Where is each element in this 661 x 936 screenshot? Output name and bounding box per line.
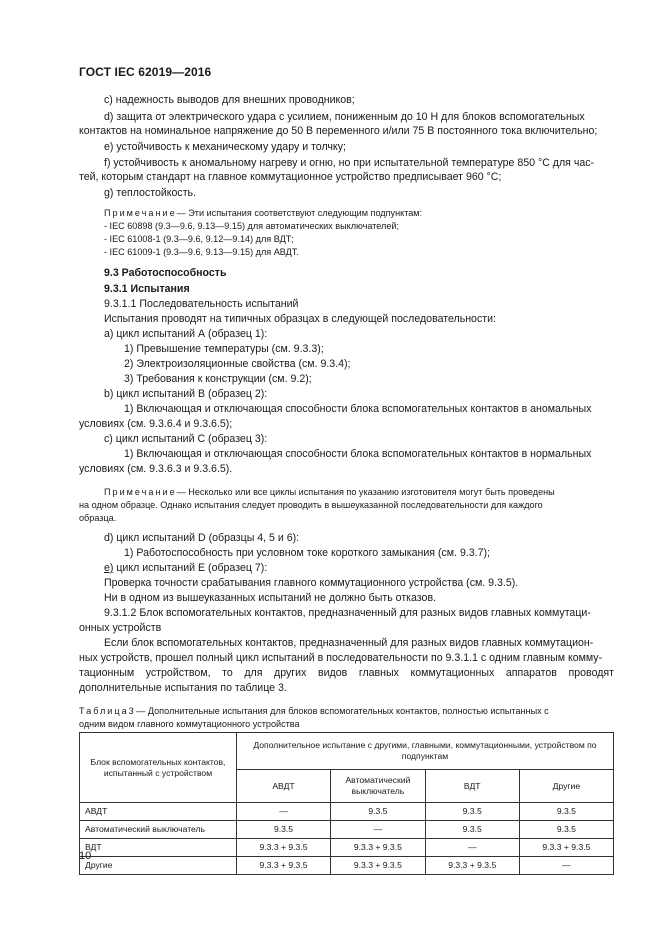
section-9-3-1-2-heading-line1: 9.3.1.2 Блок вспомогательных контактов, предназначенный для разных видов главных коммутаци- <box>104 607 591 619</box>
row-label: Автоматический выключатель <box>80 821 237 839</box>
test-cycle-c: c) цикл испытаний С (образец 3): <box>104 433 268 445</box>
test-item: 1) Включающая и отключающая способности блока вспомогательных контактов в нормальных <box>124 448 592 460</box>
table-cell: — <box>236 803 330 821</box>
test-item: 1) Работоспособность при условном токе короткого замыкания (см. 9.3.7); <box>124 547 490 559</box>
column-header: ВДТ <box>425 770 519 803</box>
table-row <box>80 803 614 821</box>
test-cycle-b: b) цикл испытаний В (образец 2): <box>104 388 268 400</box>
note2-line3: образца. <box>79 513 117 523</box>
document-header: ГОСТ IEC 62019—2016 <box>79 65 212 79</box>
test-item: 1) Включающая и отключающая способности блока вспомогательных контактов в аномальных <box>124 403 592 415</box>
table3-caption-line1 <box>79 705 549 717</box>
table-cell: — <box>331 821 426 839</box>
test-item-continued: условиях (см. 9.3.6.4 и 9.3.6.5); <box>79 418 233 430</box>
note2-text: — Несколько или все циклы испытания по указанию изготовителя могут быть проведены <box>176 487 555 497</box>
table-cell: 9.3.3 + 9.3.5 <box>331 839 426 857</box>
table3-caption-line2: одним видом главного коммутационного устройства <box>79 719 300 729</box>
test-item: 2) Электроизоляционные свойства (см. 9.3.4); <box>124 358 351 370</box>
table3-caption-text: 3 — Дополнительные испытания для блоков вспомогательных контактов, полностью испытанных с <box>128 706 549 716</box>
paragraph: Проверка точности срабатывания главного коммутационного устройства (см. 9.3.5). <box>104 577 519 589</box>
table-cell: 9.3.5 <box>425 821 519 839</box>
table-cell: 9.3.3 + 9.3.5 <box>236 839 330 857</box>
table-row <box>80 821 614 839</box>
list-item-c: c) надежность выводов для внешних проводников; <box>104 94 355 106</box>
note1-item: - IEC 61008-1 (9.3—9.6, 9.12—9.14) для ВДТ; <box>104 234 294 244</box>
section-9-3-heading: 9.3 Работоспособность <box>104 267 227 279</box>
note1-item: - IEC 61009-1 (9.3—9.6, 9.13—9.15) для АВДТ. <box>104 247 299 257</box>
list-item-e: e) устойчивость к механическому удару и толчку; <box>104 141 346 153</box>
test-cycle-e-letter: е) <box>104 562 114 574</box>
table3-label: Таблица <box>79 706 129 716</box>
row-label: АВДТ <box>80 803 237 821</box>
list-item-f-line1: f) устойчивость к аномальному нагреву и огню, но при испытательной температуре 850 °С для час- <box>104 157 595 169</box>
note2-line2: на одном образце. Однако испытания следует проводить в вышеуказанной последовательности для каждого <box>79 500 543 510</box>
row-label: ВДТ <box>80 839 237 857</box>
note1-item: - IEC 60898 (9.3—9.6, 9.13—9.15) для автоматических выключателей; <box>104 221 400 231</box>
test-cycle-a: a) цикл испытаний А (образец 1): <box>104 328 268 340</box>
row-label: Другие <box>80 857 237 875</box>
table-cell: 9.3.5 <box>519 821 613 839</box>
note1-label: Примечание <box>104 208 177 218</box>
table3 <box>79 732 614 875</box>
list-item-g: g) теплостойкость. <box>104 187 197 199</box>
test-cycle-d: d) цикл испытаний D (образцы 4, 5 и 6): <box>104 532 300 544</box>
list-item-d-line1: d) защита от электрического удара с усилием, пониженным до 10 Н для блоков вспомогательных <box>104 111 585 123</box>
table-cell: 9.3.3 + 9.3.5 <box>425 857 519 875</box>
table-group-header: Дополнительное испытание с другими, главными, коммутационными, устройством по подпунктам <box>236 733 613 770</box>
note2-line1 <box>104 486 555 498</box>
column-header: Автоматический выключатель <box>331 770 426 803</box>
table-row <box>80 839 614 857</box>
table-cell: — <box>425 839 519 857</box>
table-cell: 9.3.5 <box>519 803 613 821</box>
table-cell: 9.3.3 + 9.3.5 <box>519 839 613 857</box>
test-item: 3) Требования к конструкции (см. 9.2); <box>124 373 312 385</box>
paragraph-line: дополнительные испытания по таблице 3. <box>79 682 287 694</box>
paragraph-line: Если блок вспомогательных контактов, предназначенный для разных видов главных коммутацион- <box>104 637 594 649</box>
note1-text: — Эти испытания соответствуют следующим подпунктам: <box>176 208 423 218</box>
paragraph: Ни в одном из вышеуказанных испытаний не должно быть отказов. <box>104 592 437 604</box>
paragraph: Испытания проводят на типичных образцах в следующей последовательности: <box>104 313 496 325</box>
column-header: АВДТ <box>236 770 330 803</box>
note2-label: Примечание <box>104 487 177 497</box>
page-number: 10 <box>79 850 92 862</box>
table-cell: 9.3.5 <box>425 803 519 821</box>
paragraph-line: ных устройств, прошел полный цикл испытаний в последовательности по 9.3.1.1 с одним главным комму- <box>79 652 603 664</box>
table-cell: — <box>519 857 613 875</box>
table-cell: 9.3.5 <box>331 803 426 821</box>
column-header: Другие <box>519 770 613 803</box>
paragraph-line: тационным устройством, то для других видов главных коммутационных аппаратов проводят <box>79 667 614 679</box>
table-row-header-cell: Блок вспомогательных контактов, испытанный с устройством <box>80 733 237 803</box>
section-9-3-1-2-heading-line2: онных устройств <box>79 622 162 634</box>
test-cycle-e-text: цикл испытаний Е (образец 7): <box>113 562 268 574</box>
table-row <box>80 857 614 875</box>
list-item-f-line2: тей, которым стандарт на главное коммутационное устройство предписывает 960 °С; <box>79 171 502 183</box>
table-cell: 9.3.5 <box>236 821 330 839</box>
section-9-3-1-heading: 9.3.1 Испытания <box>104 283 190 295</box>
note1-heading <box>104 207 422 219</box>
list-item-d-line2: контактов на номинальное напряжение до 50 В переменного и/или 75 В постоянного тока включительно; <box>79 125 598 137</box>
test-item-continued: условиях (см. 9.3.6.3 и 9.3.6.5). <box>79 463 233 475</box>
table-cell: 9.3.3 + 9.3.5 <box>236 857 330 875</box>
section-9-3-1-1-heading: 9.3.1.1 Последовательность испытаний <box>104 298 299 310</box>
table-cell: 9.3.3 + 9.3.5 <box>331 857 426 875</box>
test-cycle-e <box>104 561 267 575</box>
test-item: 1) Превышение температуры (см. 9.3.3); <box>124 343 324 355</box>
